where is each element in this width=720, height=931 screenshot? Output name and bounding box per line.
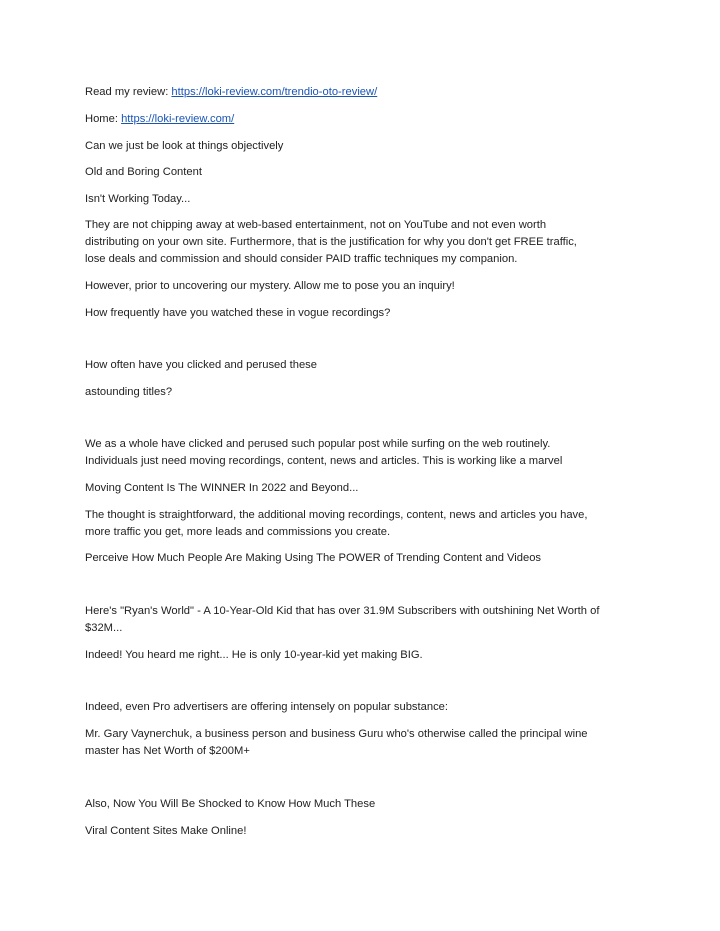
- paragraph-line: lose deals and commission and should consider PAID traffic techniques my companion.: [85, 253, 518, 265]
- paragraph: astounding titles?: [85, 386, 173, 398]
- paragraph: Can we just be look at things objectively: [85, 140, 284, 152]
- review-link[interactable]: https://loki-review.com/trendio-oto-review/: [171, 86, 378, 98]
- paragraph: Indeed! You heard me right... He is only 10-year-kid yet making BIG.: [85, 649, 423, 661]
- home-label: Home:: [85, 113, 122, 125]
- review-label: Read my review:: [85, 86, 172, 98]
- paragraph-line: distributing on your own site. Furthermore, that is the justification for why you don't get FREE traffic,: [85, 236, 577, 248]
- paragraph-line: We as a whole have clicked and perused such popular post while surfing on the web routinely.: [85, 438, 551, 450]
- paragraph-line: more traffic you get, more leads and commissions you create.: [85, 526, 391, 538]
- paragraph: However, prior to uncovering our mystery. Allow me to pose you an inquiry!: [85, 280, 455, 292]
- paragraph-line: $32M...: [85, 622, 123, 634]
- paragraph: Indeed, even Pro advertisers are offering intensely on popular substance:: [85, 701, 448, 713]
- review-line: [85, 84, 640, 101]
- paragraph: Viral Content Sites Make Online!: [85, 825, 247, 837]
- paragraph-line: Individuals just need moving recordings, content, news and articles. This is working like a marvel: [85, 455, 563, 467]
- paragraph: Isn't Working Today...: [85, 193, 191, 205]
- paragraph-line: Mr. Gary Vaynerchuk, a business person and business Guru who's otherwise called the principal wine: [85, 728, 588, 740]
- paragraph: Perceive How Much People Are Making Using The POWER of Trending Content and Videos: [85, 552, 542, 564]
- paragraph-line: They are not chipping away at web-based entertainment, not on YouTube and not even worth: [85, 219, 547, 231]
- paragraph-line: Here's "Ryan's World" - A 10-Year-Old Kid that has over 31.9M Subscribers with outshining Net Worth of: [85, 605, 600, 617]
- home-link[interactable]: https://loki-review.com/: [121, 113, 235, 125]
- paragraph-line: The thought is straightforward, the additional moving recordings, content, news and articles you have,: [85, 509, 588, 521]
- home-line: [85, 111, 640, 128]
- paragraph-line: master has Net Worth of $200M+: [85, 745, 250, 757]
- paragraph: Old and Boring Content: [85, 166, 202, 178]
- paragraph: Also, Now You Will Be Shocked to Know How Much These: [85, 798, 376, 810]
- paragraph: How frequently have you watched these in vogue recordings?: [85, 307, 391, 319]
- paragraph: Moving Content Is The WINNER In 2022 and Beyond...: [85, 482, 359, 494]
- paragraph: How often have you clicked and perused these: [85, 359, 317, 371]
